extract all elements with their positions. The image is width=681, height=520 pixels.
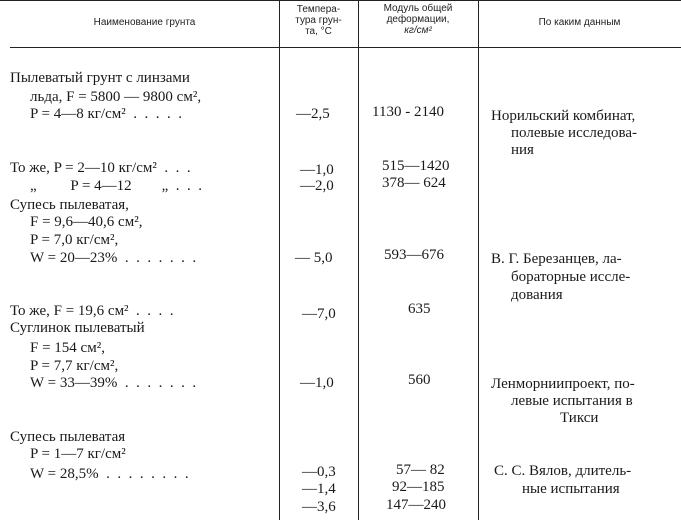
row7-modulus-1: 57— 82 [396, 462, 445, 478]
row4-source-line2: бораторные иссле- [511, 269, 631, 285]
column-divider-1 [279, 0, 280, 520]
row2-temperature: —1,0 [300, 162, 334, 178]
row7-source-line1: С. С. Вялов, длитель- [494, 463, 632, 479]
row1-source-line1: Норильский комбинат, [491, 108, 636, 124]
row5-modulus: 635 [408, 301, 431, 317]
row4-soil-line2: F = 9,6—40,6 см², [30, 214, 143, 230]
row3-soil: „ P = 4—12 „ . . . [30, 178, 203, 194]
row1-modulus: 1130 - 2140 [372, 104, 444, 120]
header-source: По каким данным [538, 17, 621, 28]
row7-temperature-2: —1,4 [302, 481, 336, 497]
row5-temperature: —7,0 [302, 306, 336, 322]
row7-modulus-2: 92—185 [392, 479, 445, 495]
row4-soil-line4: W = 20—23% . . . . . . . [30, 250, 197, 266]
row4-temperature: — 5,0 [295, 250, 333, 266]
row4-source-line3: дования [511, 287, 563, 303]
row3-modulus: 378— 624 [382, 175, 446, 191]
row6-soil-line1: Суглинок пылеватый [10, 320, 145, 336]
column-divider-3 [478, 0, 479, 520]
row1-soil-line2: льда, F = 5800 — 9800 см², [30, 89, 202, 105]
row6-source-line3: Тикси [560, 410, 599, 426]
header-soil-name: Наименование грунта [93, 17, 196, 28]
row1-source-line2: полевые исследова- [511, 125, 637, 141]
row6-soil-line3: P = 7,7 кг/см², [30, 358, 119, 374]
row3-temperature: —2,0 [300, 178, 334, 194]
row7-temperature-1: —0,3 [302, 464, 336, 480]
row1-soil-line1: Пылеватый грунт с линзами [10, 70, 190, 86]
row6-soil-line4: W = 33—39% . . . . . . . [30, 375, 197, 391]
row7-soil-line2: P = 1—7 кг/см² [30, 446, 126, 462]
row2-modulus: 515—1420 [382, 158, 450, 174]
row6-source-line2: левые испытания в [511, 393, 633, 409]
row6-soil-line2: F = 154 см², [30, 340, 105, 356]
row2-soil: То же, P = 2—10 кг/см² . . . [10, 160, 191, 176]
header-top-border [0, 0, 681, 1]
row1-soil-line3: P = 4—8 кг/см² . . . . . [30, 106, 182, 122]
row7-temperature-3: —3,6 [302, 499, 336, 515]
row4-soil-line3: P = 7,0 кг/см², [30, 232, 119, 248]
row4-source-line1: В. Г. Березанцев, ла- [491, 251, 622, 267]
row5-soil: То же, F = 19,6 см² . . . . [10, 303, 174, 319]
row6-modulus: 560 [408, 372, 431, 388]
row1-source-line3: ния [511, 142, 534, 158]
row7-modulus-3: 147—240 [386, 497, 446, 513]
row4-soil-line1: Супесь пылеватая, [10, 197, 129, 213]
row7-soil-line1: Супесь пылеватая [10, 429, 126, 445]
header-modulus: Модуль общей деформации, кг/см² [383, 3, 453, 36]
header-bottom-border [10, 47, 681, 48]
column-divider-2 [358, 0, 359, 520]
header-temperature: Темпера- тура грун- та, °С [295, 4, 342, 37]
row4-modulus: 593—676 [384, 247, 444, 263]
row1-temperature: —2,5 [296, 106, 330, 122]
row6-temperature: —1,0 [300, 375, 334, 391]
row6-source-line1: Ленморниипроект, по- [491, 376, 635, 392]
row7-soil-line3: W = 28,5% . . . . . . . . [30, 466, 189, 482]
row7-source-line2: ные испытания [522, 481, 620, 497]
